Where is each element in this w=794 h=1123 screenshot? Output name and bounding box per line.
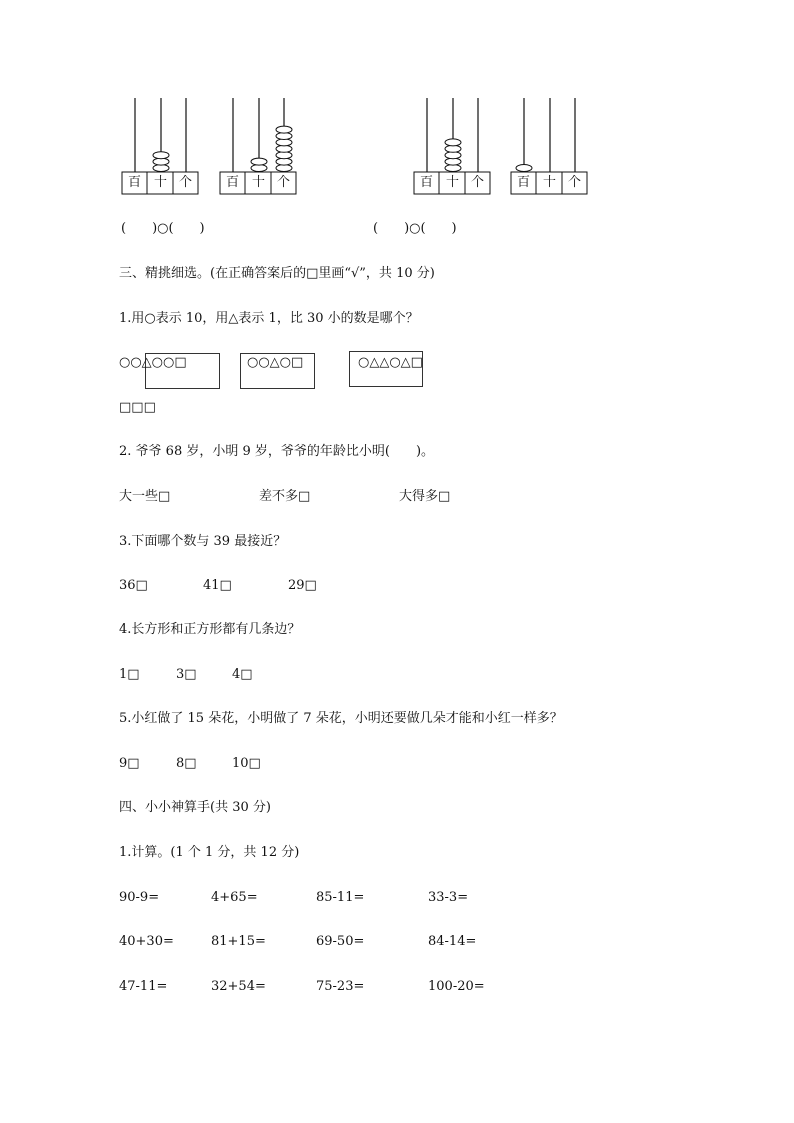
abacus-bead [251,158,267,165]
section4-title: 四、小小神算手(共 30 分) [119,800,271,815]
calc-problem[interactable]: 40+30= [119,934,174,949]
abacus-3 [413,98,491,196]
section3-title: 三、精挑细选。(在正确答案后的□里画“√”，共 10 分) [119,266,435,281]
calc-problem[interactable]: 81+15= [211,934,266,949]
calc-problem[interactable]: 33-3= [428,890,469,905]
q4-text: 4.长方形和正方形都有几条边？ [119,622,301,637]
abacus-1 [121,98,199,196]
calc-instructions: 1.计算。(1 个 1 分，共 12 分) [119,845,300,860]
q3-option-2[interactable]: 41□ [203,578,232,593]
calc-problem[interactable]: 90-9= [119,890,160,905]
q3-text: 3.下面哪个数与 39 最接近？ [119,534,287,549]
place-label-ones: 个 [178,175,192,190]
q5-option-1[interactable]: 9□ [119,756,140,771]
abacus-bead [445,139,461,146]
place-label-ones: 个 [470,175,484,190]
place-label-hundreds: 百 [516,175,530,190]
compare-blank-left[interactable]: ( )○( ) [121,221,205,236]
q4-option-2[interactable]: 3□ [176,667,197,682]
calc-problem[interactable]: 69-50= [316,934,365,949]
place-label-hundreds: 百 [419,175,433,190]
place-label-tens: 十 [153,175,167,190]
abacus-bead [276,126,292,133]
q2-option-3[interactable]: 大得多□ [399,489,451,504]
calc-problem[interactable]: 75-23= [316,979,365,994]
abacus-2 [219,98,297,196]
q2-option-2[interactable]: 差不多□ [259,489,311,504]
calc-problem[interactable]: 4+65= [211,890,258,905]
q5-option-2[interactable]: 8□ [176,756,197,771]
q3-option-1[interactable]: 36□ [119,578,148,593]
q2-text: 2. 爷爷 68 岁，小明 9 岁，爷爷的年龄比小明( )。 [119,444,435,459]
q4-option-3[interactable]: 4□ [232,667,253,682]
q3-option-3[interactable]: 29□ [288,578,317,593]
compare-blank-right[interactable]: ( )○( ) [373,221,457,236]
q4-option-1[interactable]: 1□ [119,667,140,682]
abacus-bead [516,165,532,172]
calc-problem[interactable]: 85-11= [316,890,365,905]
place-label-ones: 个 [567,175,581,190]
q1-text: 1.用○表示 10，用△表示 1，比 30 小的数是哪个？ [119,311,419,326]
q1-option-3[interactable]: ○△△○△□ [358,355,423,370]
abacus-bead [153,152,169,159]
place-label-ones: 个 [276,175,290,190]
calc-problem[interactable]: 47-11= [119,979,168,994]
q5-option-3[interactable]: 10□ [232,756,261,771]
calc-problem[interactable]: 100-20= [428,979,485,994]
q2-option-1[interactable]: 大一些□ [119,489,171,504]
place-label-hundreds: 百 [127,175,141,190]
abacus-4 [510,98,588,196]
q5-text: 5.小红做了 15 朵花，小明做了 7 朵花，小明还要做几朵才能和小红一样多？ [119,711,563,726]
place-label-tens: 十 [445,175,459,190]
q1-option-2[interactable]: ○○△○□ [247,355,304,370]
q1-checkboxes[interactable]: □□□ [119,400,156,415]
place-label-tens: 十 [542,175,556,190]
calc-problem[interactable]: 32+54= [211,979,266,994]
place-label-tens: 十 [251,175,265,190]
place-label-hundreds: 百 [225,175,239,190]
q1-option-1[interactable]: ○○△○○□ [119,355,187,370]
calc-problem[interactable]: 84-14= [428,934,477,949]
